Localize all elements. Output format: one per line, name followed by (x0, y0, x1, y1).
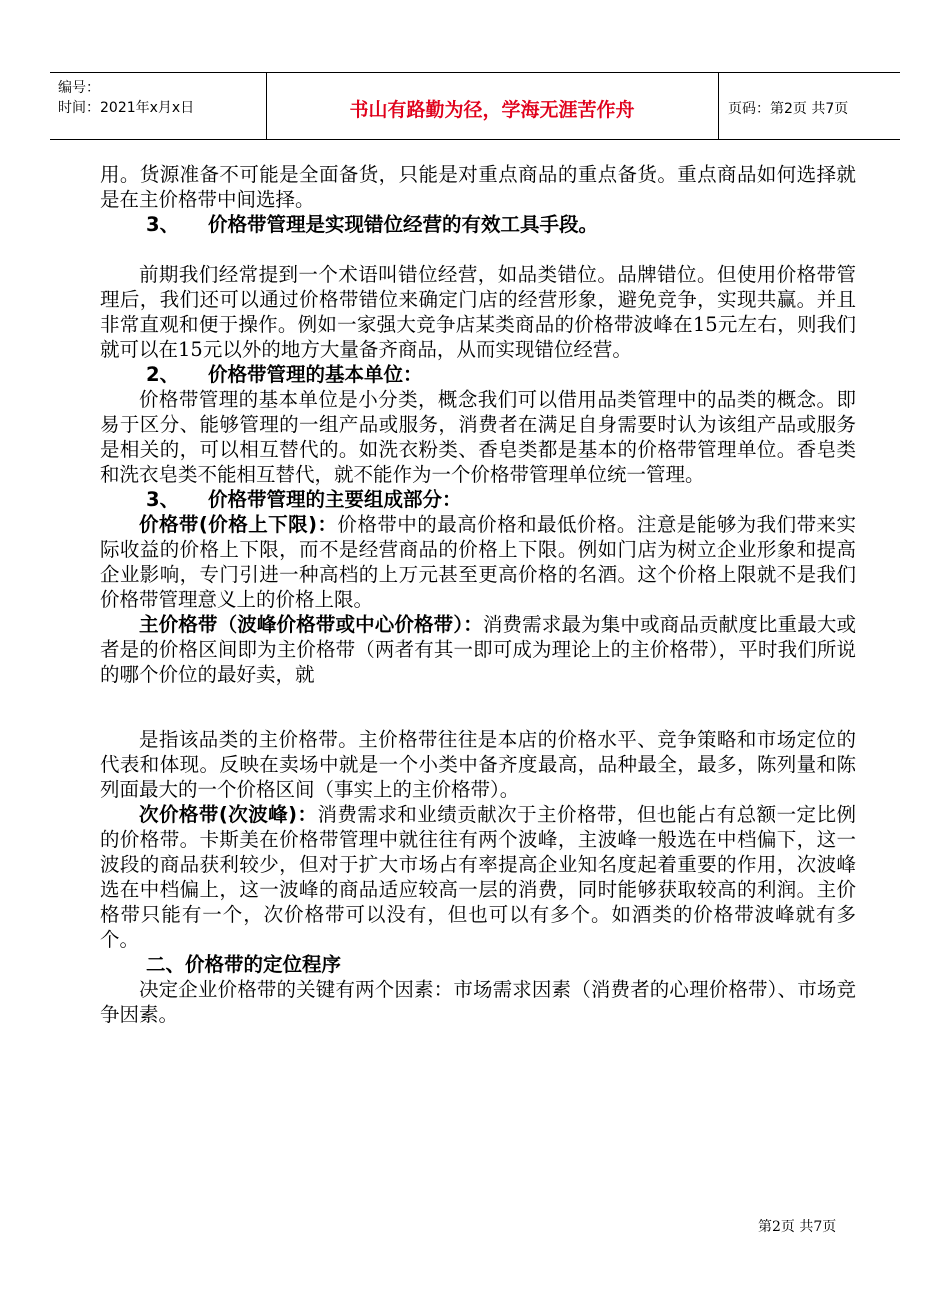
paragraph-2: 前期我们经常提到一个术语叫错位经营，如品类错位。品牌错位。但使用价格带管理后，我们还可以通过价格带错位来确定门店的经营形象，避免竞争，实现共赢。并且非常直观和便于操作。例如一家强大竞争店某类商品的价格带波峰在15元左右，则我们就可以在15元以外的地方大量备齐商品，从而实现错位经营。 (100, 263, 856, 361)
definition-price-band: 价格带中的最高价格和最低价格。注意是能够为我们带来实际收益的价格上下限，而不是经营商品的价格上下限。例如门店为树立企业形象和提高企业影响，专门引进一种高档的上万元甚至更高价格的名酒。这个价格上限就不是我们价格带管理意义上的价格上限。 (100, 513, 856, 611)
heading-3-components (100, 487, 856, 512)
heading-number: 3、 (146, 488, 180, 511)
section-heading-positioning: 二、价格带的定位程序 (146, 953, 342, 976)
paragraph-3: 价格带管理的基本单位是小分类，概念我们可以借用品类管理中的品类的概念。即易于区分、能够管理的一组产品或服务，消费者在满足自身需要时认为该组产品或服务是相关的，可以相互替代的。如洗衣粉类、香皂类都是基本的价格带管理单位。香皂类和洗衣皂类不能相互替代，就不能作为一个价格带管理单位统一管理。 (100, 388, 856, 486)
term-price-band: 价格带(价格上下限)： (139, 513, 338, 536)
header-time-label: 时间：2021年x月x日 (58, 100, 195, 116)
header-number-label: 编号： (58, 80, 100, 96)
spacer (100, 237, 856, 262)
heading-text: 价格带管理的基本单位： (208, 363, 423, 386)
header-info-cell (50, 73, 267, 139)
page-header (50, 72, 900, 140)
paragraph-price-band (100, 512, 856, 612)
heading-text: 价格带管理是实现错位经营的有效工具手段。 (208, 213, 599, 236)
paragraph-1: 用。货源准备不可能是全面备货，只能是对重点商品的重点备货。重点商品如何选择就是在主价格带中间选择。 (100, 163, 856, 211)
paragraph-8: 决定企业价格带的关键有两个因素：市场需求因素（消费者的心理价格带）、市场竞争因素。 (100, 978, 856, 1026)
heading-2-basic-unit (100, 362, 856, 387)
header-page-cell (718, 73, 900, 139)
spacer (100, 687, 856, 727)
paragraph-secondary-price-band (100, 802, 856, 952)
definition-main-price-band: 消费需求最为集中或商品贡献度比重最大或者是的价格区间即为主价格带（两者有其一即可成为理论上的主价格带），平时我们所说的哪个价位的最好卖，就 (100, 613, 856, 686)
page-footer: 第2页 共7页 (758, 1219, 837, 1235)
header-motto-cell (266, 73, 719, 139)
heading-text: 价格带管理的主要组成部分： (208, 488, 462, 511)
heading-number: 3、 (146, 213, 180, 236)
term-main-price-band: 主价格带（波峰价格带或中心价格带）： (139, 613, 483, 636)
header-page-label: 页码：第2页 共7页 (728, 101, 849, 117)
definition-secondary-price-band: 消费需求和业绩贡献次于主价格带，但也能占有总额一定比例的价格带。卡斯美在价格带管理中就往往有两个波峰，主波峰一般选在中档偏下，这一波段的商品获利较少，但对于扩大市场占有率提高企业知名度起着重要的作用，次波峰选在中档偏上，这一波峰的商品适应较高一层的消费，同时能够获取较高的利润。主价格带只能有一个，次价格带可以没有，但也可以有多个。如酒类的价格带波峰就有多个。 (100, 803, 856, 951)
document-body (100, 162, 856, 1027)
paragraph-main-price-band (100, 612, 856, 687)
heading-number: 2、 (146, 363, 180, 386)
header-motto: 书山有路勤为径，学海无涯苦作舟 (349, 99, 635, 121)
term-secondary-price-band: 次价格带(次波峰)： (139, 803, 318, 826)
paragraph-main-price-band-cont: 是指该品类的主价格带。主价格带往往是本店的价格水平、竞争策略和市场定位的代表和体现。反映在卖场中就是一个小类中备齐度最高，品种最全，最多，陈列量和陈列面最大的一个价格区间（事实上的主价格带）。 (100, 728, 856, 801)
heading-3-misaligned-operation (100, 212, 856, 237)
